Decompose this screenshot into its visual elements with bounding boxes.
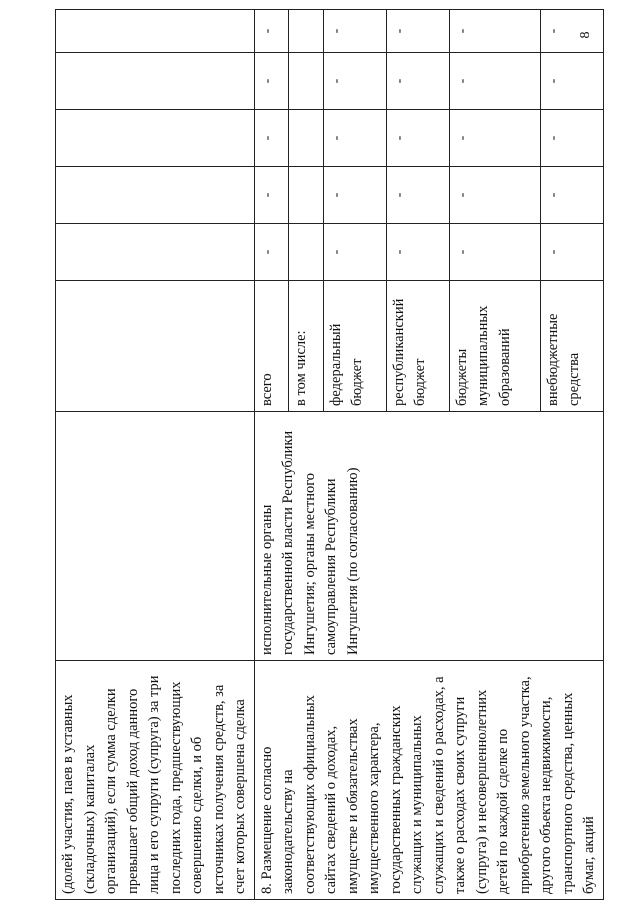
- cell-source: республиканский бюджет: [386, 281, 449, 412]
- cell-dash: -: [323, 224, 386, 281]
- table-row: [254, 10, 289, 900]
- cell-source: всего: [254, 281, 289, 412]
- page-number: 8: [578, 31, 593, 39]
- cell-dash: -: [254, 224, 289, 281]
- cell-dash: -: [323, 110, 386, 167]
- cell-dash: -: [540, 167, 603, 224]
- cell-dash: -: [540, 224, 603, 281]
- cell-dash: -: [449, 167, 540, 224]
- cell-dash: -: [323, 53, 386, 110]
- cell-dash: -: [386, 10, 449, 53]
- cell-executors: исполнительные органы государственной власти Республики Ингушетия; органы местного самоуправления Республики Ингушетия (по согласованию): [254, 412, 603, 661]
- cell-dash: -: [323, 167, 386, 224]
- cell-empty: [56, 10, 255, 53]
- cell-source: федеральный бюджет: [323, 281, 386, 412]
- cell-dash: -: [386, 167, 449, 224]
- cell-empty: [56, 281, 255, 412]
- cell-empty: [56, 224, 255, 281]
- cell-dash: -: [449, 10, 540, 53]
- cell-dash: -: [254, 10, 289, 53]
- cell-dash: -: [386, 224, 449, 281]
- cell-dash: -: [449, 110, 540, 167]
- table-row: [56, 10, 255, 900]
- cell-empty: [56, 412, 255, 661]
- cell-dash: -: [254, 167, 289, 224]
- cell-dash: -: [449, 53, 540, 110]
- cell-prev-continuation: (долей участия, паев в уставных (складочных) капиталах организаций), если сумма сделки превышает общий доход данного лица и его супруги (супруга) за три последних года, предшествующих совершению сделки, и об источниках получения средств, за счет которых совершена сделка: [56, 661, 255, 900]
- cell-empty: [56, 110, 255, 167]
- cell-empty: [289, 53, 324, 110]
- cell-empty: [289, 167, 324, 224]
- cell-empty: [56, 167, 255, 224]
- cell-empty: [289, 110, 324, 167]
- cell-dash: -: [254, 53, 289, 110]
- cell-empty: [289, 224, 324, 281]
- cell-dash: -: [386, 110, 449, 167]
- cell-source: в том числе:: [289, 281, 324, 412]
- cell-source: бюджеты муниципальных образований: [449, 281, 540, 412]
- cell-empty: [289, 10, 324, 53]
- cell-source: внебюджетные средства: [540, 281, 603, 412]
- cell-empty: [56, 53, 255, 110]
- cell-item-8: 8. Размещение согласно законодательству на соответствующих официальных сайтах сведений о доходах, имуществе и обязательствах имущественного характера, государственных гражданских служащих и муниципальных служащих и сведений о расходах, а также о расходах своих супруги (супруга) и несовершеннолетних детей по каждой сделке по приобретению земельного участка, другого объекта недвижимости, транспортного средства, ценных бумаг, акций: [254, 661, 603, 900]
- cell-dash: -: [540, 110, 603, 167]
- cell-dash: -: [449, 224, 540, 281]
- cell-dash: -: [386, 53, 449, 110]
- cell-dash: -: [540, 10, 603, 53]
- cell-dash: -: [540, 53, 603, 110]
- cell-dash: -: [254, 110, 289, 167]
- plan-table: [55, 9, 604, 900]
- cell-dash: -: [323, 10, 386, 53]
